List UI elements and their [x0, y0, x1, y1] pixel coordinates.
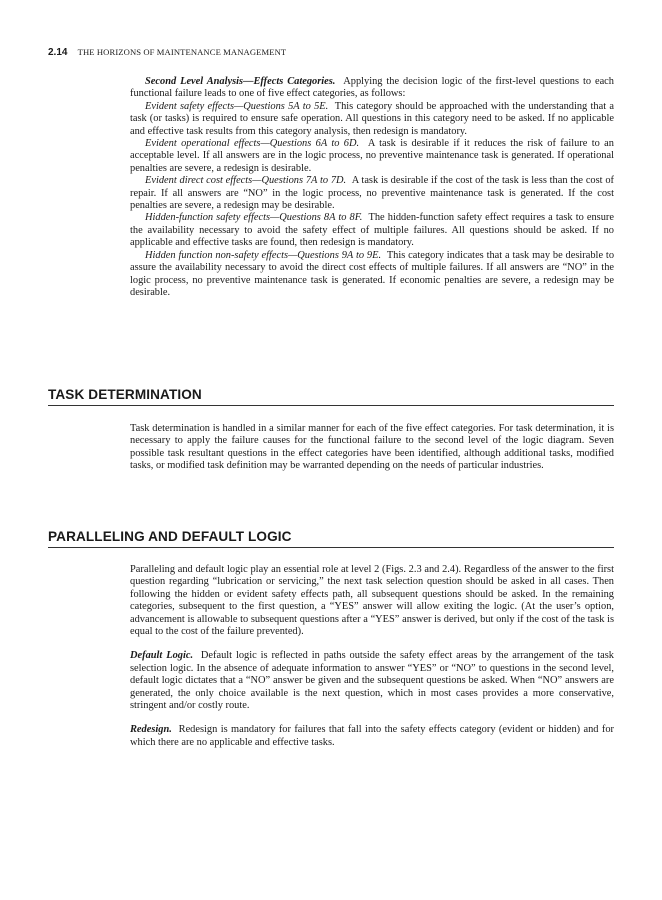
default-logic-paragraph: [130, 650, 614, 712]
effect-category-label: Evident direct cost effects—Questions 7A to 7D.: [145, 175, 347, 187]
task-determination-body: [130, 423, 614, 473]
second-level-intro: [130, 76, 614, 101]
second-level-intro-text: Applying the decision logic of the first-level questions to each functional failure leads to one of five effect categories, as follows:: [130, 76, 614, 100]
effect-category-paragraph: [130, 250, 614, 300]
body-paragraph: Paralleling and default logic play an essential role at level 2 (Figs. 2.3 and 2.4). Regardless of the answer to the first question regarding “lubrication or servicing,” the next task selection question should be asked in all cases. Then following the hidden or evident safety effects path, all subsequent questions should be asked. In the remaining categories, subsequent to the first question, a “YES” answer will allow exiting the logic. (At the user’s option, advancement is allowable to subsequent questions after a “YES” answer is derived, but only if the cost of the task is equal to the cost of the failure prevented).: [130, 564, 614, 638]
effect-category-text: A task is desirable if the cost of the task is less than the cost of repair. If all answers are “NO” in the logic process, no preventive maintenance task is generated. If the cost penalties are severe, a redesign may be desirable.: [130, 175, 614, 212]
effect-category-text: The hidden-function safety effect requires a task to ensure the availability necessary to avoid the safety effect of multiple failures. All questions should be asked. If no applicable and effective tasks are found, then redesign is mandatory.: [130, 212, 614, 249]
section-heading: PARALLELING AND DEFAULT LOGIC: [48, 529, 292, 544]
redesign-text: Redesign is mandatory for failures that fall into the safety effects category (evident or hidden) and for which there are no applicable and effective tasks.: [130, 724, 614, 748]
second-level-title: Second Level Analysis—Effects Categories.: [145, 76, 336, 87]
page-number: 2.14: [48, 47, 68, 58]
effect-category-text: This category should be approached with the understanding that a task (or tasks) is required to ensure safe operation. All questions in this category need to be asked. If no applicable and effective task results from this category analysis, then redesign is mandatory.: [130, 100, 614, 137]
body-paragraph: Task determination is handled in a similar manner for each of the five effect categories. For task determination, it is necessary to apply the failure causes for the functional failure to the second level of the logic diagram. Seven possible task resultant questions in the effect categories have been identified, although additional tasks, modified tasks, or modified task definition may be warranted depending on the needs of particular industries.: [130, 423, 614, 472]
redesign-paragraph: [130, 724, 614, 749]
task-determination-heading: [48, 387, 614, 406]
second-level-analysis: [130, 76, 614, 299]
book-title: THE HORIZONS OF MAINTENANCE MANAGEMENT: [77, 47, 287, 57]
effect-category-label: Hidden-function safety effects—Questions 8A to 8F.: [145, 212, 363, 224]
effect-category-text: This category indicates that a task may be desirable to assure the availability necessary to avoid the direct cost effects of multiple failures. If all answers are “NO” in the logic process, no preventive maintenance task is generated. If economic penalties are severe, a redesign may be desirable.: [130, 249, 615, 298]
effect-category-paragraph: [130, 101, 614, 138]
section-heading: TASK DETERMINATION: [48, 387, 202, 402]
paralleling-body: [130, 564, 614, 749]
effect-category-paragraph: [130, 175, 614, 212]
running-head: [48, 47, 286, 58]
effect-category-label: Evident safety effects—Questions 5A to 5E.: [145, 100, 329, 112]
effect-category-label: Hidden function non-safety effects—Questions 9A to 9E.: [145, 249, 382, 261]
default-logic-label: Default Logic.: [130, 650, 194, 662]
effect-category-label: Evident operational effects—Questions 6A to 6D.: [145, 138, 360, 150]
redesign-label: Redesign.: [130, 724, 172, 736]
effect-category-paragraph: [130, 138, 614, 175]
paralleling-heading: [48, 529, 614, 548]
effect-category-paragraph: [130, 212, 614, 249]
effect-category-text: A task is desirable if it reduces the risk of failure to an acceptable level. If all answers are in the logic process, no preventive maintenance task is generated. If operational penalties are severe, a redesign is desirable.: [130, 138, 614, 174]
default-logic-text: Default logic is reflected in paths outside the safety effect areas by the arrangement of the task selection logic. In the absence of adequate information to answer “YES” or “NO” to questions in the second level, default logic dictates that a “NO” answer be given and the subsequent questions be asked. When “NO” answers are generated, the only choice available is the next question, which in most cases provides a more conservative, stringent and/or costly route.: [130, 650, 614, 712]
